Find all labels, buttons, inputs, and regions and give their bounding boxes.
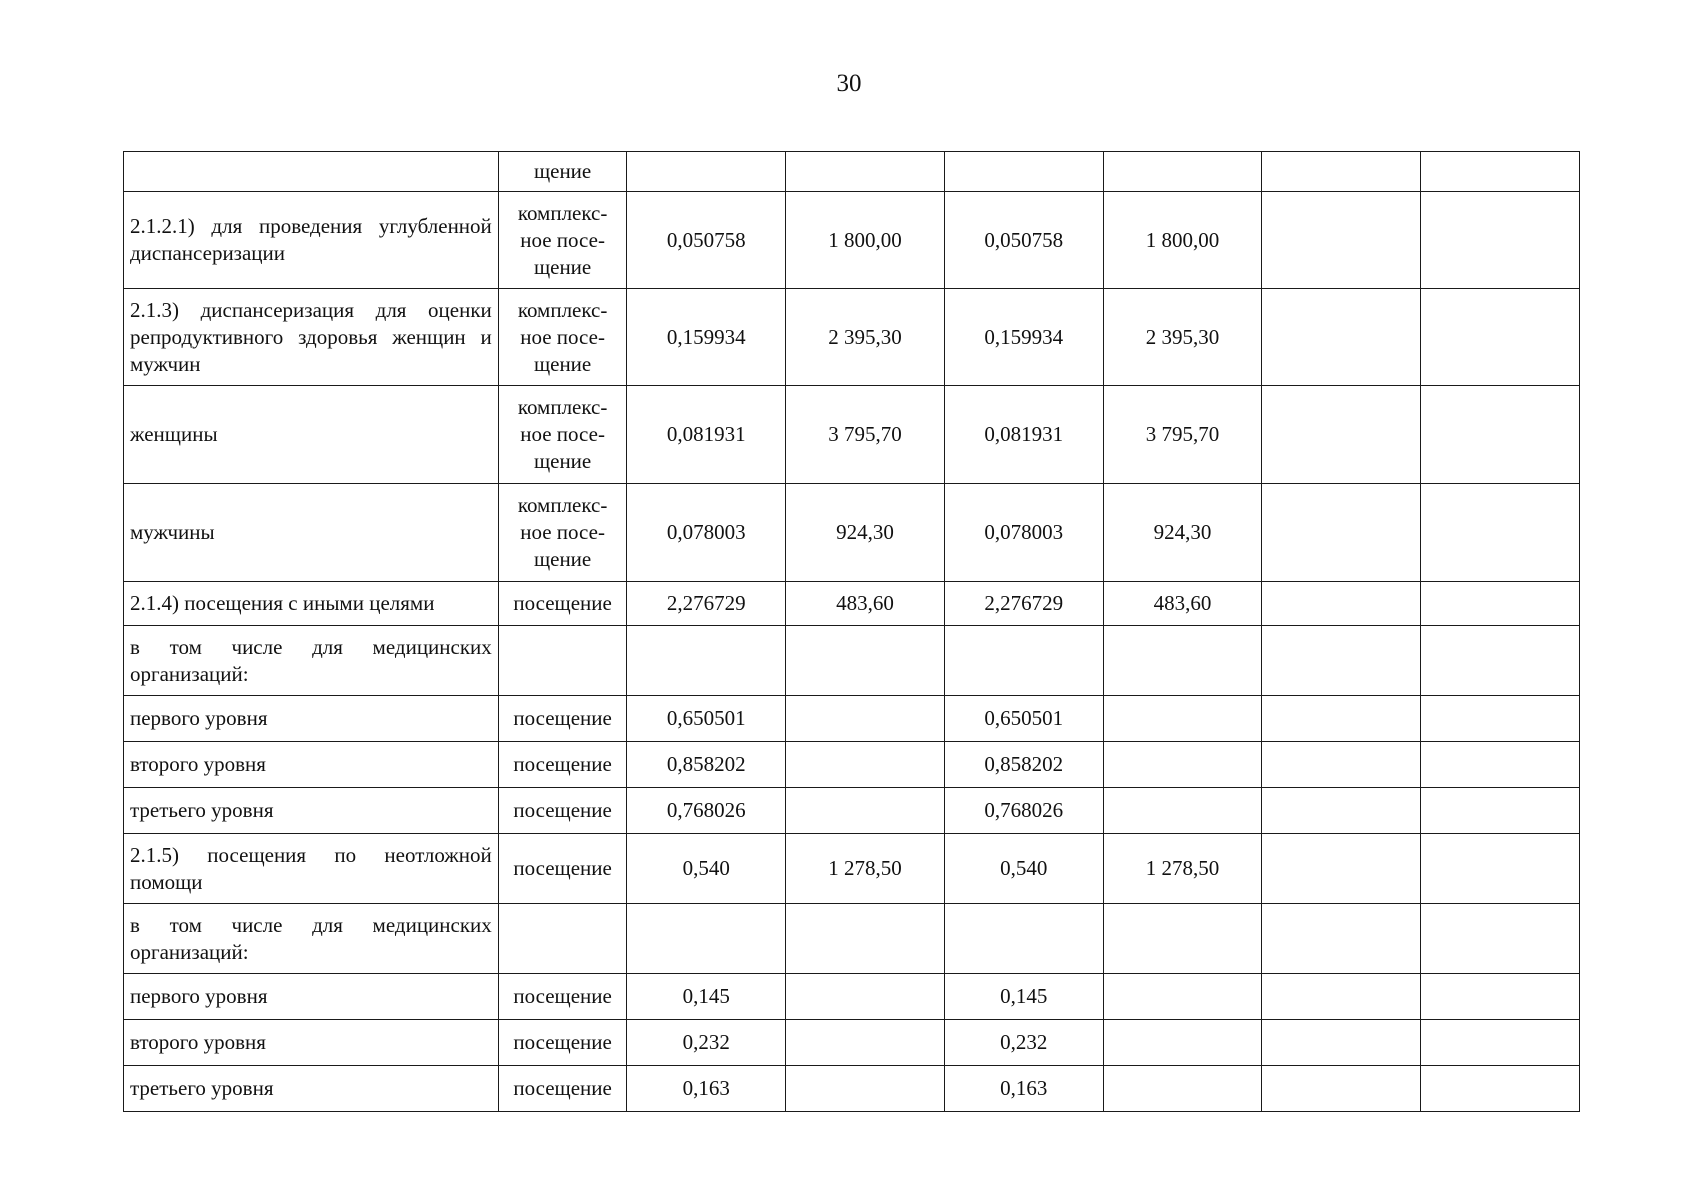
- value-cell: 2 395,30: [786, 289, 945, 386]
- value-cell: [1103, 742, 1262, 788]
- value-cell: [1262, 626, 1421, 696]
- value-cell: [1103, 1066, 1262, 1112]
- value-cell: 2,276729: [944, 582, 1103, 626]
- value-cell: [786, 152, 945, 192]
- value-cell: [786, 1020, 945, 1066]
- indicator-name-cell: первого уровня: [124, 974, 499, 1020]
- unit-cell: посещение: [498, 974, 627, 1020]
- table-row: [124, 904, 1580, 974]
- value-cell: [1421, 742, 1580, 788]
- indicator-name-cell: в том числе для медицинских организаций:: [124, 626, 499, 696]
- value-cell: 0,232: [627, 1020, 786, 1066]
- value-cell: 0,145: [627, 974, 786, 1020]
- indicator-name-cell: [124, 152, 499, 192]
- value-cell: 0,050758: [627, 192, 786, 289]
- value-cell: [786, 788, 945, 834]
- value-cell: [944, 904, 1103, 974]
- value-cell: 0,650501: [944, 696, 1103, 742]
- indicator-name-cell: третьего уровня: [124, 1066, 499, 1112]
- value-cell: 0,159934: [944, 289, 1103, 386]
- page-number: 30: [836, 70, 862, 97]
- value-cell: [1103, 904, 1262, 974]
- value-cell: [1421, 582, 1580, 626]
- value-cell: [1262, 834, 1421, 904]
- unit-cell: комплекс-ное посе-щение: [498, 289, 627, 386]
- unit-cell: [498, 626, 627, 696]
- value-cell: 2,276729: [627, 582, 786, 626]
- value-cell: 0,768026: [944, 788, 1103, 834]
- value-cell: [1421, 696, 1580, 742]
- value-cell: [1262, 788, 1421, 834]
- value-cell: 0,858202: [627, 742, 786, 788]
- value-cell: [786, 626, 945, 696]
- table-row: [124, 582, 1580, 626]
- value-cell: [1103, 152, 1262, 192]
- indicator-name-cell: мужчины: [124, 484, 499, 582]
- unit-cell: посещение: [498, 696, 627, 742]
- indicator-name-cell: в том числе для медицинских организаций:: [124, 904, 499, 974]
- value-cell: [1421, 974, 1580, 1020]
- indicator-name-cell: 2.1.5) посещения по неотложной помощи: [124, 834, 499, 904]
- value-cell: [1421, 904, 1580, 974]
- value-cell: 0,768026: [627, 788, 786, 834]
- value-cell: 0,078003: [627, 484, 786, 582]
- value-cell: [1262, 696, 1421, 742]
- value-cell: 0,050758: [944, 192, 1103, 289]
- table-row: [124, 626, 1580, 696]
- value-cell: 0,159934: [627, 289, 786, 386]
- table-row: [124, 484, 1580, 582]
- value-cell: [786, 904, 945, 974]
- value-cell: 3 795,70: [786, 386, 945, 484]
- value-cell: [1421, 289, 1580, 386]
- value-cell: 0,081931: [627, 386, 786, 484]
- table-row: [124, 1066, 1580, 1112]
- value-cell: 483,60: [786, 582, 945, 626]
- value-cell: 0,650501: [627, 696, 786, 742]
- table-row: [124, 386, 1580, 484]
- value-cell: [1421, 1020, 1580, 1066]
- unit-cell: комплекс-ное посе-щение: [498, 192, 627, 289]
- indicator-name-cell: третьего уровня: [124, 788, 499, 834]
- value-cell: [1421, 788, 1580, 834]
- unit-cell: комплекс-ное посе-щение: [498, 484, 627, 582]
- indicator-name-cell: женщины: [124, 386, 499, 484]
- unit-cell: посещение: [498, 582, 627, 626]
- value-cell: [1421, 192, 1580, 289]
- value-cell: [1103, 788, 1262, 834]
- value-cell: 2 395,30: [1103, 289, 1262, 386]
- value-cell: [1421, 484, 1580, 582]
- table-row: [124, 834, 1580, 904]
- value-cell: [1421, 386, 1580, 484]
- unit-cell: [498, 904, 627, 974]
- value-cell: 0,078003: [944, 484, 1103, 582]
- value-cell: 924,30: [1103, 484, 1262, 582]
- value-cell: [1262, 484, 1421, 582]
- unit-cell: посещение: [498, 742, 627, 788]
- value-cell: 0,163: [944, 1066, 1103, 1112]
- value-cell: [786, 1066, 945, 1112]
- value-cell: 0,163: [627, 1066, 786, 1112]
- unit-cell: посещение: [498, 1020, 627, 1066]
- value-cell: [786, 742, 945, 788]
- value-cell: 0,232: [944, 1020, 1103, 1066]
- indicator-name-cell: второго уровня: [124, 742, 499, 788]
- value-cell: [1262, 582, 1421, 626]
- value-cell: [1103, 696, 1262, 742]
- indicator-name-cell: первого уровня: [124, 696, 499, 742]
- unit-cell: щение: [498, 152, 627, 192]
- table-row: [124, 696, 1580, 742]
- value-cell: [944, 152, 1103, 192]
- value-cell: [1262, 152, 1421, 192]
- table-row: [124, 788, 1580, 834]
- table-row: [124, 192, 1580, 289]
- value-cell: 1 278,50: [1103, 834, 1262, 904]
- value-cell: 3 795,70: [1103, 386, 1262, 484]
- value-cell: [1421, 626, 1580, 696]
- unit-cell: посещение: [498, 788, 627, 834]
- value-cell: 0,145: [944, 974, 1103, 1020]
- value-cell: [786, 974, 945, 1020]
- indicator-name-cell: 2.1.3) диспансеризация для оценки репродуктивного здоровья женщин и мужчин: [124, 289, 499, 386]
- value-cell: 0,081931: [944, 386, 1103, 484]
- value-cell: [1103, 1020, 1262, 1066]
- value-cell: [1103, 626, 1262, 696]
- value-cell: [1262, 974, 1421, 1020]
- value-cell: 0,540: [944, 834, 1103, 904]
- unit-cell: посещение: [498, 1066, 627, 1112]
- value-cell: 1 278,50: [786, 834, 945, 904]
- table-row: [124, 1020, 1580, 1066]
- indicator-name-cell: второго уровня: [124, 1020, 499, 1066]
- value-cell: 0,858202: [944, 742, 1103, 788]
- table-row: [124, 974, 1580, 1020]
- value-cell: [1103, 974, 1262, 1020]
- unit-cell: комплекс-ное посе-щение: [498, 386, 627, 484]
- volume-table: [123, 151, 1580, 1112]
- value-cell: [627, 152, 786, 192]
- table-row: [124, 289, 1580, 386]
- value-cell: [944, 626, 1103, 696]
- value-cell: [1262, 192, 1421, 289]
- table-row: [124, 152, 1580, 192]
- value-cell: [1421, 152, 1580, 192]
- value-cell: 0,540: [627, 834, 786, 904]
- unit-cell: посещение: [498, 834, 627, 904]
- table-row: [124, 742, 1580, 788]
- value-cell: [1262, 904, 1421, 974]
- indicator-name-cell: 2.1.4) посещения с иными целями: [124, 582, 499, 626]
- value-cell: 1 800,00: [1103, 192, 1262, 289]
- value-cell: [1262, 1020, 1421, 1066]
- value-cell: [627, 904, 786, 974]
- value-cell: [627, 626, 786, 696]
- value-cell: [1262, 742, 1421, 788]
- value-cell: 483,60: [1103, 582, 1262, 626]
- value-cell: [1262, 289, 1421, 386]
- value-cell: [1421, 834, 1580, 904]
- value-cell: 1 800,00: [786, 192, 945, 289]
- value-cell: [1262, 1066, 1421, 1112]
- value-cell: [1421, 1066, 1580, 1112]
- indicator-name-cell: 2.1.2.1) для проведения углубленной диспансеризации: [124, 192, 499, 289]
- value-cell: 924,30: [786, 484, 945, 582]
- value-cell: [1262, 386, 1421, 484]
- value-cell: [786, 696, 945, 742]
